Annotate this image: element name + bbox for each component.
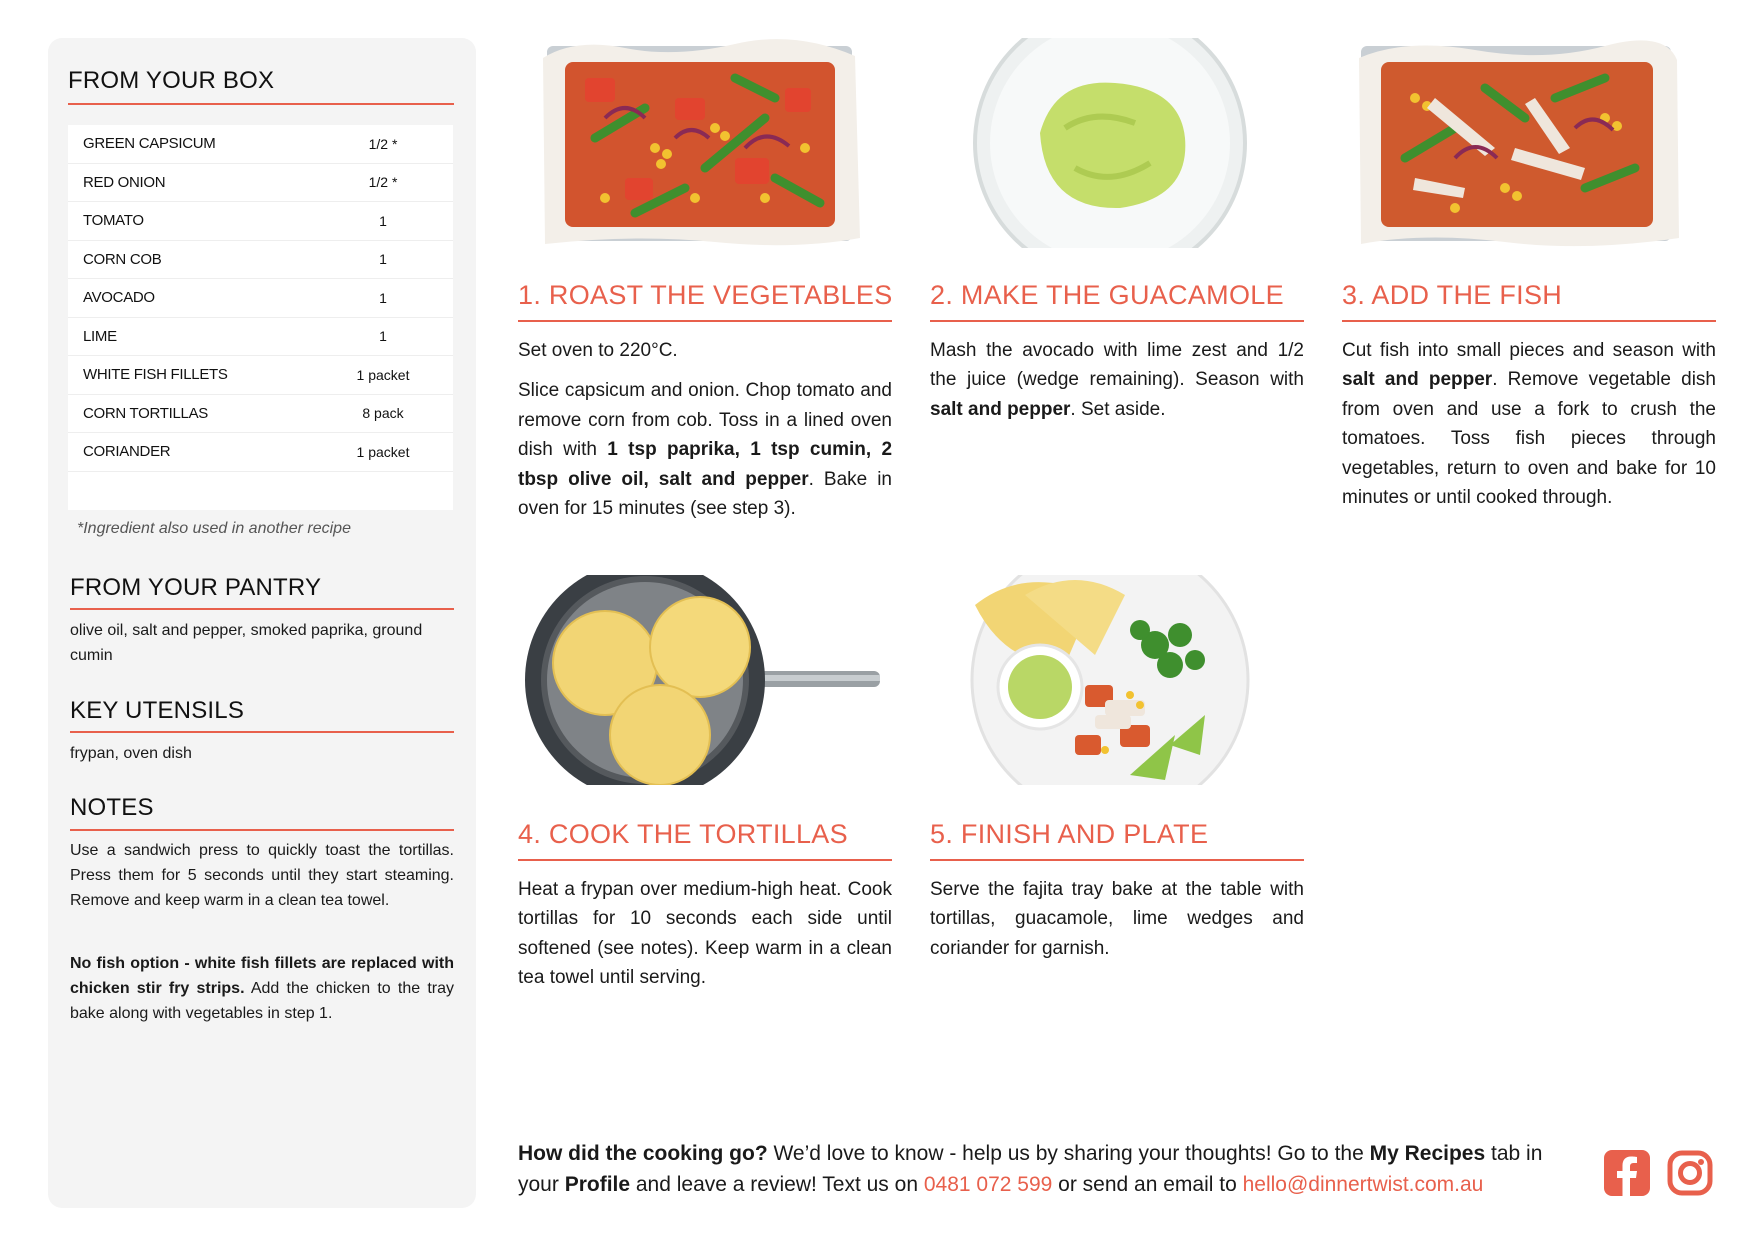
footer-phone-link[interactable]: 0481 072 599 [923,1173,1053,1196]
notes-option-text [70,951,454,1026]
step-5-text [930,875,1304,974]
ingredient-qty: 1 packet [356,443,410,460]
heading-divider [70,731,454,733]
from-your-pantry-heading: FROM YOUR PANTRY [70,574,322,601]
feedback-footer [518,1138,1578,1200]
key-utensils-heading: KEY UTENSILS [70,697,245,724]
ingredient-row [68,241,453,280]
step-1-text [518,336,892,534]
ingredient-name: TOMATO [83,212,144,230]
step-divider [1342,320,1716,322]
ingredient-row [68,395,453,434]
step-3-text-part: . Remove vegetable dish from oven and use a fork to crush the tomatoes. Toss fish pieces through vegetables, return to oven and bake for 10 minutes or until cooked through. [1342,369,1716,509]
notes-heading: NOTES [70,794,154,821]
instagram-icon[interactable] [1667,1150,1713,1196]
ingredient-qty: 1 [379,212,387,229]
step-2-text-part: Mash the avocado with lime zest and 1/2 the juice (wedge remaining). Season with [930,340,1304,391]
heading-divider [68,103,454,105]
footer-text: tab in your [518,1142,1543,1196]
ingredient-name: GREEN CAPSICUM [83,135,216,153]
step-divider [930,859,1304,861]
ingredient-name: AVOCADO [83,289,155,307]
footer-email-link[interactable]: hello@dinnertwist.com.au [1242,1173,1484,1196]
step-3-title: 3. ADD THE FISH [1342,280,1563,310]
ingredient-qty: 1 [379,328,387,345]
heading-divider [70,608,454,610]
step-2-text-part: . Set aside. [1070,398,1166,420]
ingredient-qty: 8 pack [362,405,404,422]
step-4-paragraph: Heat a frypan over medium-high heat. Cook tortillas for 10 seconds each side until softened (see notes). Keep warm in a clean tea towel until serving. [518,879,892,989]
step-2-text [930,336,1304,435]
step-3-photo [1355,38,1685,248]
step-1-paragraph: Set oven to 220°C. [518,340,678,361]
footer-text: We’d love to know - help us by sharing your thoughts! Go to the [767,1142,1370,1165]
step-2-seasoning: salt and pepper [930,398,1071,420]
ingredient-qty: 1/2 * [368,135,398,152]
footer-question: How did the cooking go? [518,1142,768,1165]
ingredient-name: CORN COB [83,250,162,268]
pantry-text: olive oil, salt and pepper, smoked paprika, ground cumin [70,622,423,664]
step-1-photo [535,38,865,248]
ingredients-table [68,125,453,510]
step-3-seasoning: salt and pepper [1342,369,1493,391]
ingredient-name: LIME [83,327,117,345]
heading-divider [70,829,454,831]
step-3-text-part: Cut fish into small pieces and season with [1342,340,1716,361]
ingredients-sidebar [48,38,476,1208]
footer-text: or send an email to [1052,1173,1243,1196]
ingredient-qty: 1 packet [356,366,410,383]
ingredient-row [68,202,453,241]
step-5-photo [945,575,1275,785]
step-3-paragraph [1342,336,1716,512]
notes-option-rest: Add the chicken to the tray bake along with vegetables in step 1. [70,980,454,1022]
ingredient-footnote: *Ingredient also used in another recipe [77,520,351,537]
ingredient-row [68,356,453,395]
ingredient-name: RED ONION [83,173,166,191]
notes-option-bold: No fish option - white fish fillets are replaced with chicken stir fry strips. [70,955,454,997]
step-2-title: 2. MAKE THE GUACAMOLE [930,280,1284,310]
step-4-title: 4. COOK THE TORTILLAS [518,819,848,849]
ingredient-qty: 1/2 * [368,174,398,191]
ingredient-row [68,279,453,318]
step-1-text-part: Slice capsicum and onion. Chop tomato and remove corn from cob. Toss in a lined oven dish with [518,380,892,461]
ingredient-qty: 1 [379,289,387,306]
step-divider [518,320,892,322]
ingredient-name: WHITE FISH FILLETS [83,366,228,384]
ingredient-row [68,318,453,357]
step-divider [930,320,1304,322]
step-1-title: 1. ROAST THE VEGETABLES [518,280,893,310]
utensils-text: frypan, oven dish [70,745,192,762]
step-1-paragraph [518,376,892,523]
step-4-photo [525,575,880,785]
from-your-box-heading: FROM YOUR BOX [68,67,275,94]
footer-profile: Profile [564,1173,631,1196]
ingredient-name: CORIANDER [83,443,171,461]
ingredient-row-empty [68,472,453,511]
footer-text: and leave a review! Text us on [630,1173,924,1196]
ingredient-name: CORN TORTILLAS [83,404,209,422]
step-1-seasoning: 1 tsp paprika, 1 tsp cumin, 2 tbsp olive oil, salt and pepper [518,439,893,490]
step-3-text [1342,336,1716,523]
notes-text: Use a sandwich press to quickly toast the tortillas. Press them for 5 seconds until they start steaming. Remove and keep warm in a clean tea towel. [70,842,454,909]
step-5-title: 5. FINISH AND PLATE [930,819,1209,849]
ingredient-row [68,125,453,164]
step-5-paragraph: Serve the fajita tray bake at the table with tortillas, guacamole, lime wedges and coriander for garnish. [930,879,1304,959]
step-2-paragraph [930,336,1304,424]
ingredient-qty: 1 [379,251,387,268]
facebook-icon[interactable] [1604,1150,1650,1196]
step-2-photo [945,38,1275,248]
step-1-text-part: . Bake in oven for 15 minutes (see step 3). [518,468,893,520]
ingredient-row [68,164,453,203]
footer-my-recipes: My Recipes [1369,1142,1486,1165]
step-divider [518,859,892,861]
ingredient-row [68,433,453,472]
step-4-text [518,875,892,1004]
